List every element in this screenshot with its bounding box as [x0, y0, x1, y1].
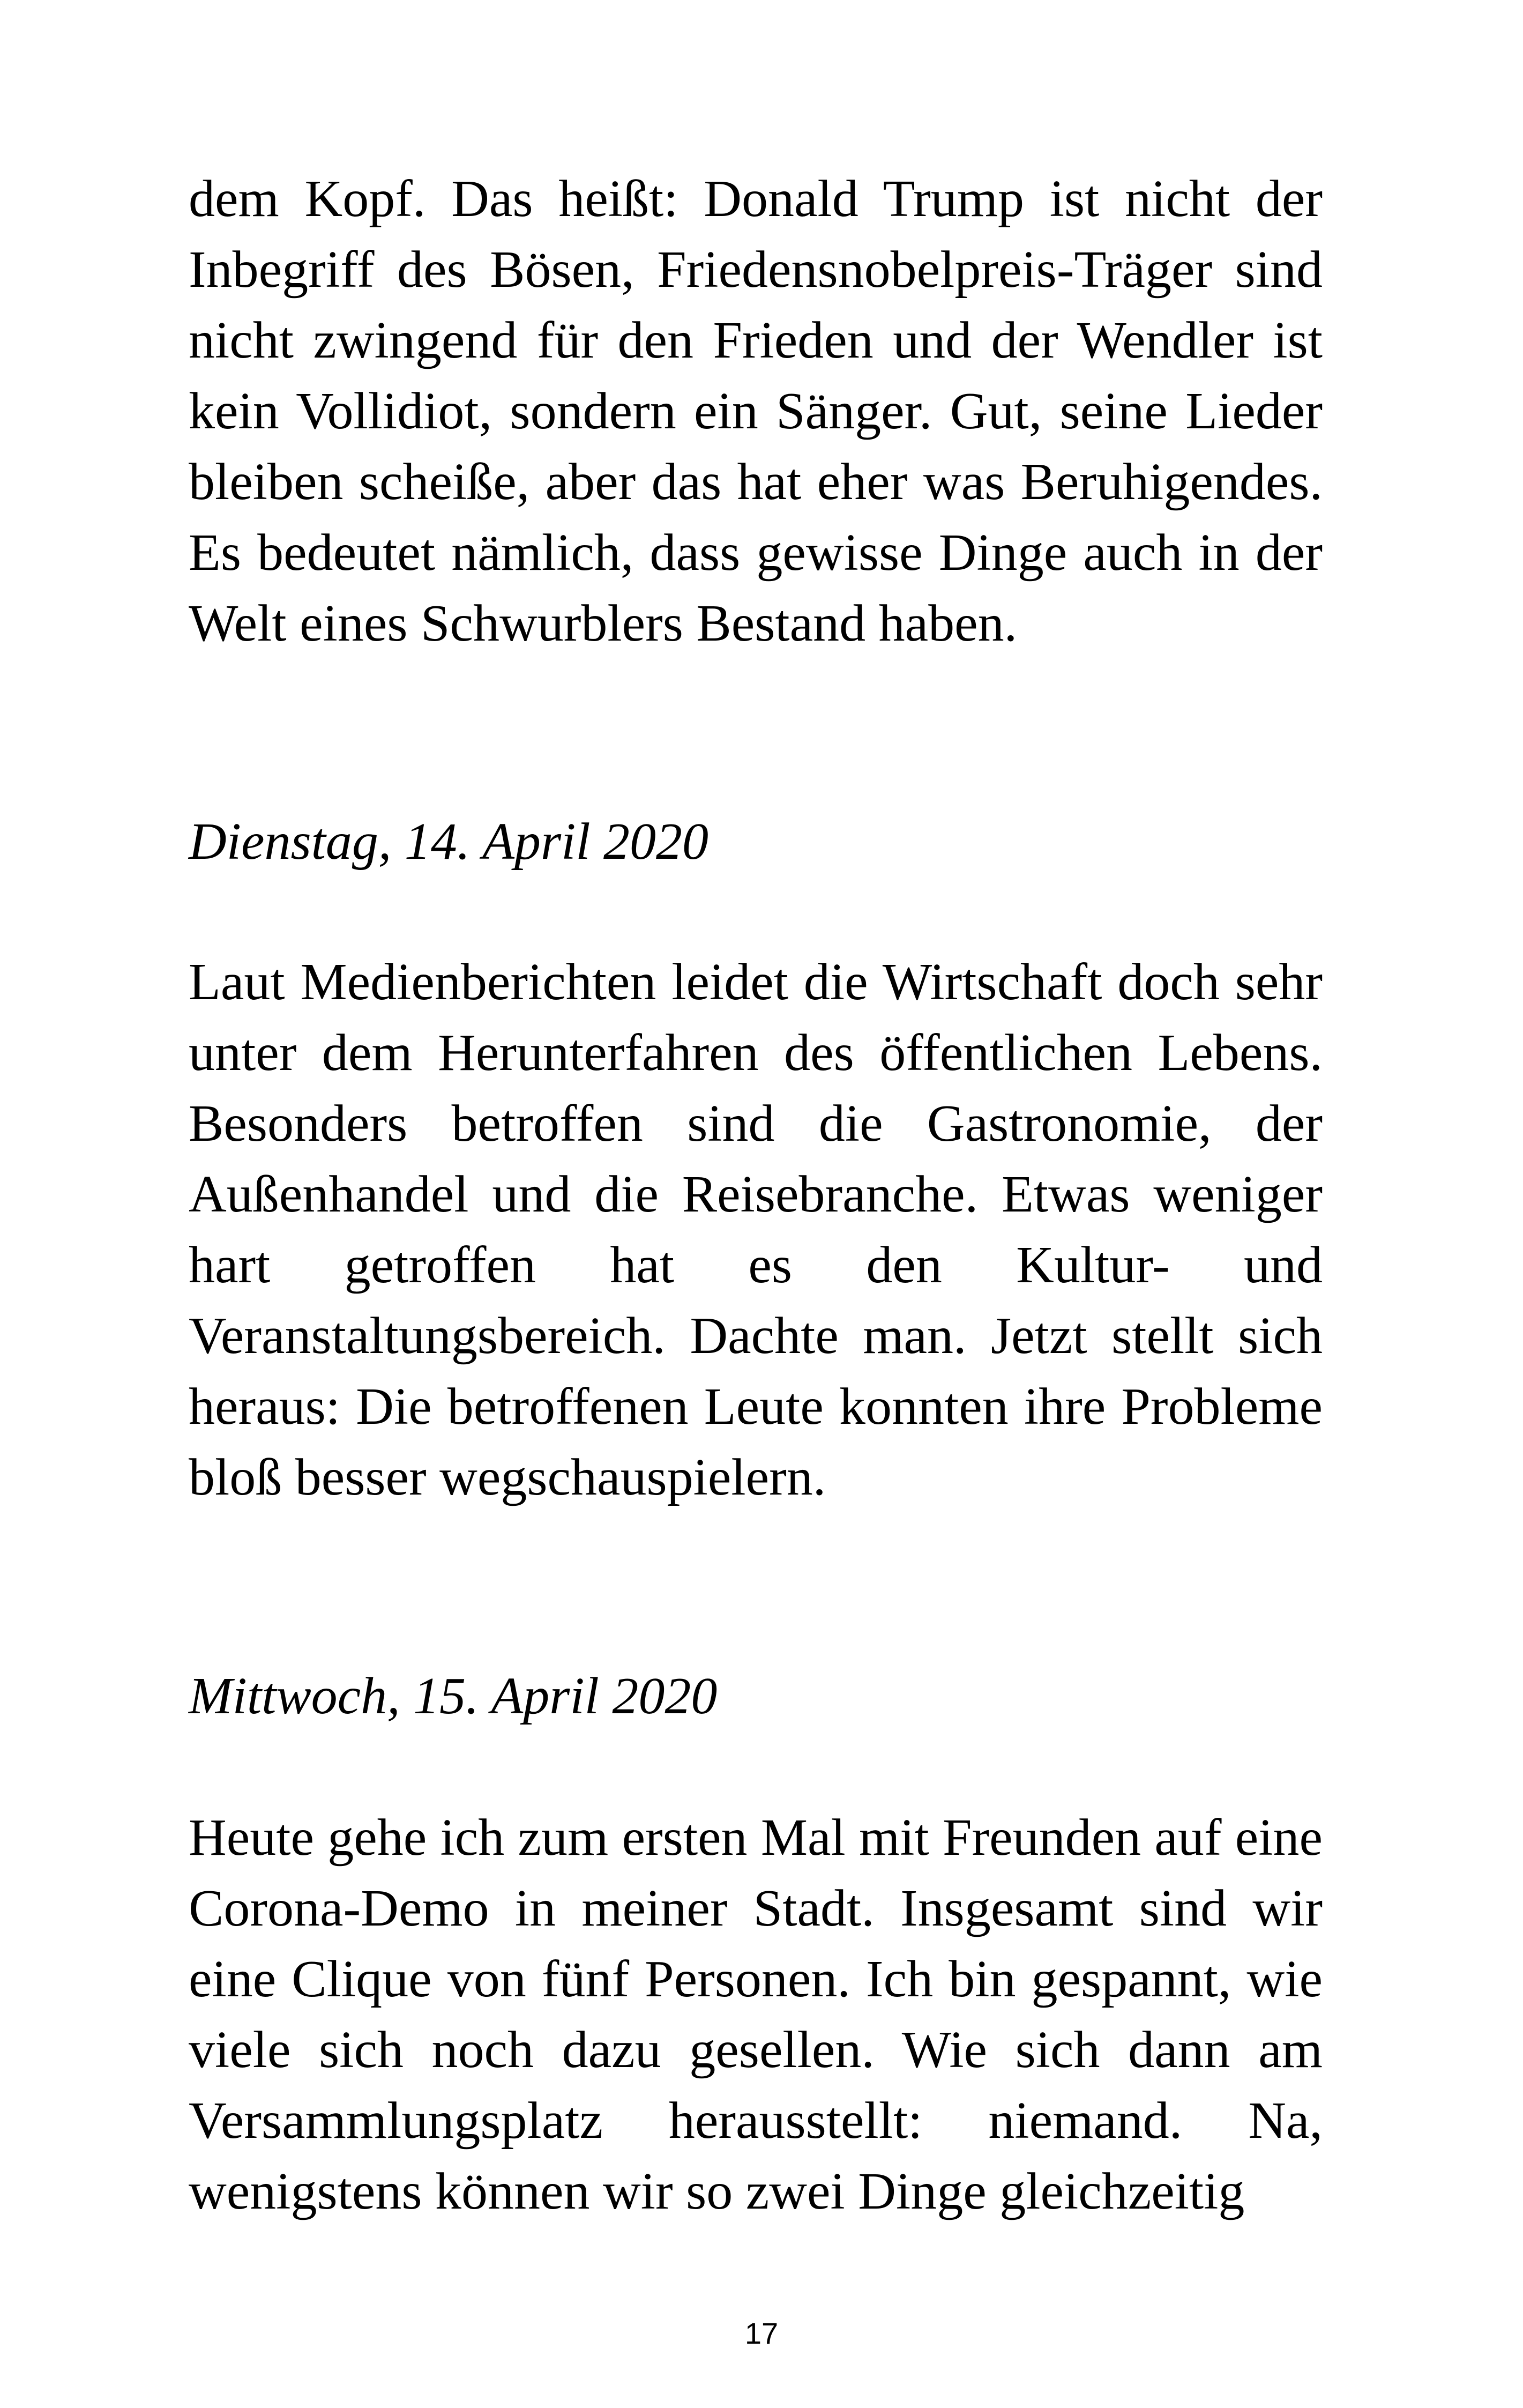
page-number: 17	[744, 2316, 779, 2350]
body-paragraph: Heute gehe ich zum ersten Mal mit Freunden auf eine Corona-Demo in meiner Stadt. Insgesamt sind wir eine Clique von fünf Personen. Ich bin gespannt, wie viele sich noch dazu gesellen. Wie sich dann am Versammlungsplatz herausstellt: niemand. Na, wenigstens können wir so zwei Dinge gleichzeitig	[189, 1809, 1323, 2220]
body-paragraph: Laut Medienberichten leidet die Wirtschaft doch sehr unter dem Herunterfahren des öffentlichen Lebens. Besonders betroffen sind die Gastronomie, der Außenhandel und die Reisebranche. Etwas weniger hart getroffen hat es den Kultur- und Veranstaltungsbereich. Dachte man. Jetzt stellt sich heraus: Die betroffenen Leute konnten ihre Probleme bloß besser wegschauspielern.	[189, 953, 1323, 1506]
body-paragraph: dem Kopf. Das heißt: Donald Trump ist nicht der Inbegriff des Bösen, Friedensnobelpreis-Träger sind nicht zwingend für den Frieden und der Wendler ist kein Vollidiot, sondern ein Sänger. Gut, seine Lieder bleiben scheiße, aber das hat eher was Beruhigendes. Es bedeutet nämlich, dass gewisse Dinge auch in der Welt eines Schwurblers Bestand haben.	[189, 170, 1323, 652]
date-heading: Dienstag, 14. April 2020	[189, 813, 709, 871]
date-heading: Mittwoch, 15. April 2020	[189, 1667, 718, 1725]
